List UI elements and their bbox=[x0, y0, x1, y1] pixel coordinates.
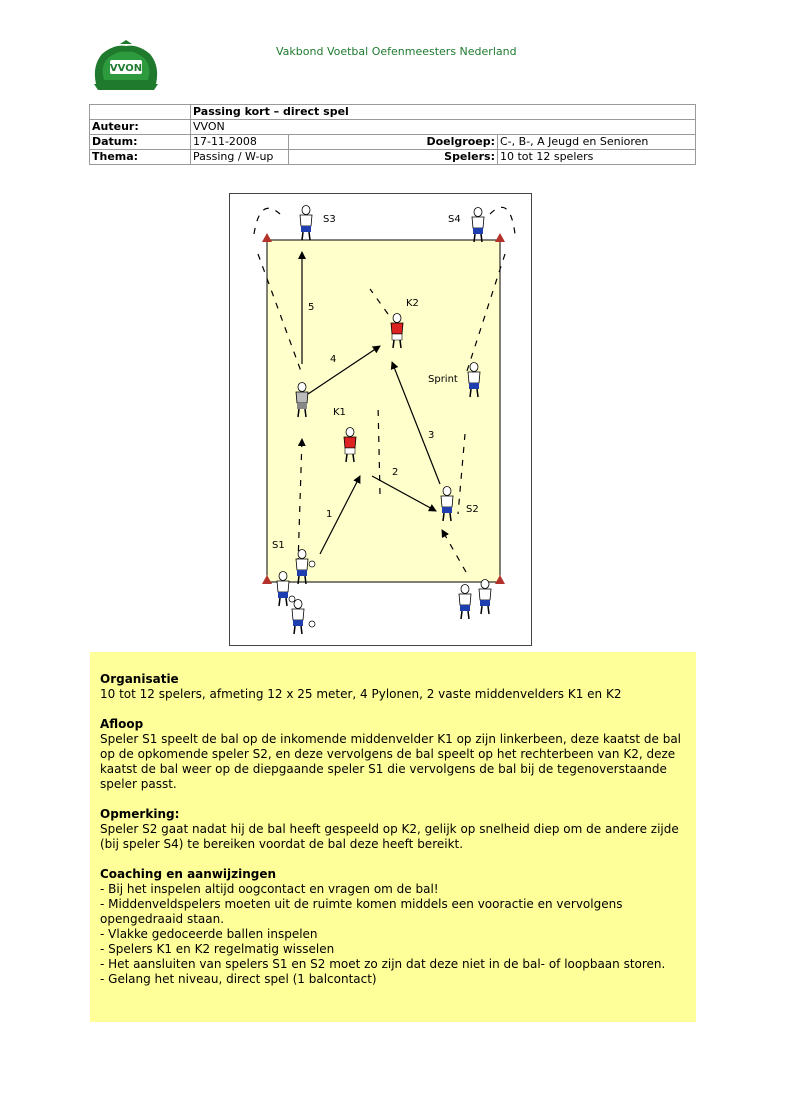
label-sprint: Sprint bbox=[428, 374, 458, 385]
thema-label: Thema: bbox=[90, 150, 191, 165]
label-s1: S1 bbox=[272, 540, 285, 551]
table-row bbox=[90, 120, 696, 135]
table-row bbox=[90, 150, 696, 165]
organisatie-heading: Organisatie bbox=[100, 672, 179, 686]
label-pass-3: 3 bbox=[428, 430, 435, 441]
list-item: - Middenveldspelers moeten uit de ruimte komen middels een vooractie en vervolgens opengedraaid staan. bbox=[100, 897, 623, 926]
label-pass-5: 5 bbox=[308, 302, 315, 313]
thema-value: Passing / W-up bbox=[191, 150, 289, 165]
coaching-list bbox=[100, 882, 686, 987]
auteur-label: Auteur: bbox=[90, 120, 191, 135]
organization-name: Vakbond Voetbal Oefenmeesters Nederland bbox=[276, 45, 517, 58]
exercise-title: Passing kort – direct spel bbox=[191, 105, 696, 120]
doelgroep-value: C-, B-, A Jeugd en Senioren bbox=[498, 135, 696, 150]
table-row bbox=[90, 105, 696, 120]
label-pass-4: 4 bbox=[330, 354, 337, 365]
list-item: - Het aansluiten van spelers S1 en S2 moet zo zijn dat deze niet in de bal- of loopbaan storen. bbox=[100, 957, 666, 971]
vvon-logo bbox=[90, 40, 162, 92]
exercise-diagram bbox=[229, 193, 532, 646]
list-item: - Gelang het niveau, direct spel (1 balcontact) bbox=[100, 972, 377, 986]
afloop-heading: Afloop bbox=[100, 717, 144, 731]
afloop-text: Speler S1 speelt de bal op de inkomende middenvelder K1 op zijn linkerbeen, deze kaatst de bal op de opkomende speler S2, en deze vervolgens de bal speelt op het rechterbeen van K2, deze kaatst de bal weer op de diepgaande speler S1 die vervolgens de bal bij de tegenoverstaande speler passt. bbox=[100, 732, 682, 791]
label-pass-1: 1 bbox=[326, 509, 333, 520]
player-s3 bbox=[300, 206, 312, 241]
list-item: - Vlakke gedoceerde ballen inspelen bbox=[100, 927, 318, 941]
empty-cell bbox=[90, 105, 191, 120]
spelers-label: Spelers: bbox=[289, 150, 498, 165]
list-item: - Bij het inspelen altijd oogcontact en vragen om de bal! bbox=[100, 882, 439, 896]
table-row bbox=[90, 135, 696, 150]
datum-label: Datum: bbox=[90, 135, 191, 150]
label-s4: S4 bbox=[448, 214, 461, 225]
coaching-heading: Coaching en aanwijzingen bbox=[100, 867, 277, 881]
auteur-value: VVON bbox=[191, 120, 696, 135]
ball bbox=[289, 596, 295, 602]
cone-icon bbox=[262, 233, 272, 242]
label-s3: S3 bbox=[323, 214, 336, 225]
ball bbox=[309, 561, 315, 567]
spelers-value: 10 tot 12 spelers bbox=[498, 150, 696, 165]
exercise-notes bbox=[90, 652, 696, 1022]
logo-text: VVON bbox=[109, 63, 143, 74]
datum-value: 17-11-2008 bbox=[191, 135, 289, 150]
organisatie-text: 10 tot 12 spelers, afmeting 12 x 25 meter, 4 Pylonen, 2 vaste middenvelders K1 en K2 bbox=[100, 687, 622, 701]
opmerking-heading: Opmerking: bbox=[100, 807, 180, 821]
opmerking-text: Speler S2 gaat nadat hij de bal heeft gespeeld op K2, gelijk op snelheid diep om de andere zijde (bij speler S4) te bereiken voordat de bal deze heeft bereikt. bbox=[100, 822, 679, 851]
player-waiting bbox=[277, 572, 289, 607]
ball bbox=[309, 621, 315, 627]
label-k2: K2 bbox=[406, 298, 419, 309]
exercise-info-table bbox=[89, 104, 696, 165]
cone-icon bbox=[495, 233, 505, 242]
list-item: - Spelers K1 en K2 regelmatig wisselen bbox=[100, 942, 335, 956]
player-waiting bbox=[292, 600, 304, 635]
player-waiting bbox=[459, 585, 471, 620]
label-k1: K1 bbox=[333, 407, 346, 418]
label-s2: S2 bbox=[466, 504, 479, 515]
label-pass-2: 2 bbox=[392, 467, 399, 478]
player-waiting bbox=[479, 580, 491, 615]
doelgroep-label: Doelgroep: bbox=[289, 135, 498, 150]
player-s4 bbox=[472, 208, 484, 243]
